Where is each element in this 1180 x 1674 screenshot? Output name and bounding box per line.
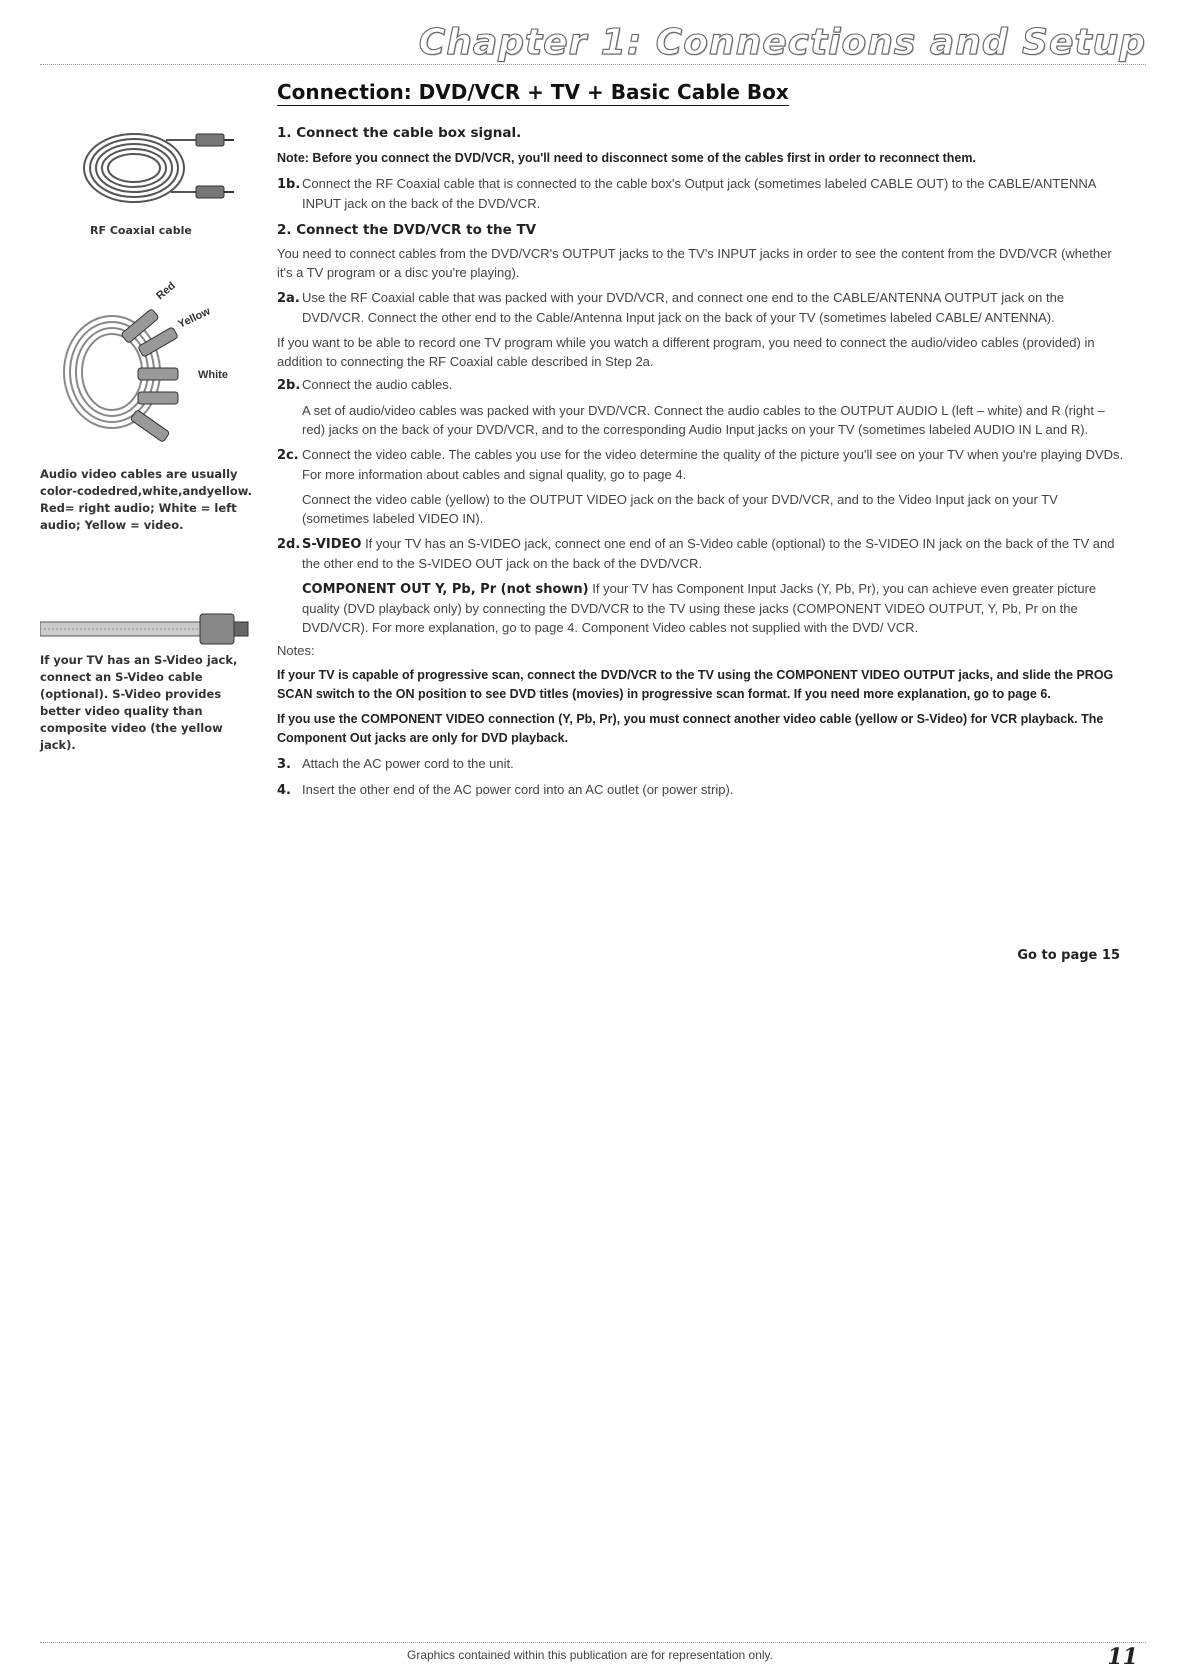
step-2b xyxy=(277,375,1127,395)
red-label: Red xyxy=(154,280,178,303)
step-3-text: Attach the AC power cord to the unit. xyxy=(302,756,514,771)
step-4-text: Insert the other end of the AC power cord into an AC outlet (or power strip). xyxy=(302,782,734,797)
step-2b-label: 2b. xyxy=(277,378,301,393)
go-to-page-link[interactable]: Go to page 15 xyxy=(1017,948,1120,963)
white-label: White xyxy=(198,369,228,381)
av-cables-caption: Audio video cables are usually color-codedred,white,andyellow. Red= right audio; White = left audio; Yellow = video. xyxy=(40,467,252,532)
chapter-title: Chapter 1: Connections and Setup xyxy=(418,22,1146,63)
component-paragraph xyxy=(277,579,1127,637)
step-1b-label: 1b. xyxy=(277,177,301,192)
sidebar xyxy=(40,120,270,752)
s-video-cable-illustration xyxy=(40,610,250,650)
step-2d-label: 2d. xyxy=(277,537,301,552)
rf-coaxial-caption: RF Coaxial cable xyxy=(90,224,192,237)
step-2b-text: Connect the audio cables. xyxy=(302,377,453,392)
top-divider xyxy=(40,64,1146,65)
step-2c-detail: Connect the video cable (yellow) to the OUTPUT VIDEO jack on the back of your DVD/VCR, and to the Video Input jack on your TV (sometimes labeled VIDEO IN). xyxy=(302,492,1058,526)
audio-video-cables-illustration xyxy=(40,280,250,465)
step-2d xyxy=(277,534,1127,573)
main-content xyxy=(277,124,1127,800)
step-2c-label: 2c. xyxy=(277,448,299,463)
step-2-number: 2. xyxy=(277,222,292,238)
step-2-heading xyxy=(277,221,1127,240)
component-label: COMPONENT OUT Y, Pb, Pr (not shown) xyxy=(302,582,589,597)
step-2a-label: 2a. xyxy=(277,291,300,306)
step-4-number: 4. xyxy=(277,783,291,798)
step-1-title: Connect the cable box signal. xyxy=(296,125,522,141)
step-2c-text: Connect the video cable. The cables you use for the video determine the quality of the picture you'll see on your TV when you're playing DVDs. For more information about cables and signal quality, go to page 4. xyxy=(302,447,1124,482)
yellow-label: Yellow xyxy=(176,305,213,331)
step-1-heading xyxy=(277,124,1127,143)
note-component-video: If you use the COMPONENT VIDEO connection (Y, Pb, Pr), you must connect another video cable (yellow or S-Video) for VCR playback. The Component Out jacks are only for DVD playback. xyxy=(277,712,1104,745)
footer-disclaimer: Graphics contained within this publication are for representation only. xyxy=(407,1648,773,1662)
step-1-note: Note: Before you connect the DVD/VCR, you'll need to disconnect some of the cables first in order to reconnect them. xyxy=(277,151,976,165)
record-paragraph: If you want to be able to record one TV program while you watch a different program, you need to connect the audio/video cables (provided) in addition to connecting the RF Coaxial cable described in Step 2a. xyxy=(277,335,1095,369)
step-2a xyxy=(277,288,1127,327)
component-text: If your TV has Component Input Jacks (Y, Pb, Pr), you can achieve even greater picture quality (DVD playback only) by connecting the DVD/VCR to the TV using these jacks (COMPONENT VIDEO OUTPUT, Y, Pb, Pr on the DVD/VCR). For more explanation, go to page 4. Component Video cables not supplied with the DVD/ VCR. xyxy=(302,581,1097,635)
step-2-intro: You need to connect cables from the DVD/VCR's OUTPUT jacks to the TV's INPUT jacks in order to see the content from the DVD/VCR (whether it's a TV program or a disc you're playing). xyxy=(277,246,1112,280)
step-2d-text: If your TV has an S-VIDEO jack, connect one end of an S-Video cable (optional) to the S-VIDEO IN jack on the back of the TV and the other end to the S-VIDEO OUT jack on the back of the DVD/VCR. xyxy=(302,536,1115,571)
bottom-divider xyxy=(40,1642,1146,1643)
s-video-caption: If your TV has an S-Video jack, connect an S-Video cable (optional). S-Video provides better video quality than composite video (the yellow jack). xyxy=(40,653,238,752)
step-1b xyxy=(277,174,1127,213)
step-3 xyxy=(277,754,1127,774)
rf-coaxial-cable-illustration xyxy=(66,120,266,220)
step-2-title: Connect the DVD/VCR to the TV xyxy=(296,222,537,238)
notes-label: Notes: xyxy=(277,643,315,658)
step-4 xyxy=(277,780,1127,800)
step-1-number: 1. xyxy=(277,125,292,141)
step-2a-text: Use the RF Coaxial cable that was packed with your DVD/VCR, and connect one end to the CABLE/ANTENNA OUTPUT jack on the DVD/VCR. Connect the other end to the Cable/Antenna Input jack on the back of your TV (sometimes labeled CABLE/ ANTENNA). xyxy=(302,290,1065,325)
step-1b-text: Connect the RF Coaxial cable that is connected to the cable box's Output jack (sometimes labeled CABLE OUT) to the CABLE/ANTENNA INPUT jack on the back of the DVD/VCR. xyxy=(302,176,1096,211)
section-title: Connection: DVD/VCR + TV + Basic Cable Box xyxy=(277,80,789,104)
note-progressive-scan: If your TV is capable of progressive scan, connect the DVD/VCR to the TV using the COMPONENT VIDEO OUTPUT jacks, and slide the PROG SCAN switch to the ON position to see DVD titles (movies) in progressive scan format. If you need more explanation, go to page 6. xyxy=(277,668,1114,701)
s-video-label: S-VIDEO xyxy=(302,537,362,552)
page-number: 11 xyxy=(1107,1644,1138,1670)
step-2b-detail: A set of audio/video cables was packed with your DVD/VCR. Connect the audio cables to the OUTPUT AUDIO L (left – white) and R (right – red) jacks on the back of your DVD/VCR, and to the corresponding Audio Input jacks on your TV (sometimes labeled AUDIO IN L and R). xyxy=(302,403,1105,437)
step-3-number: 3. xyxy=(277,757,291,772)
step-2c xyxy=(277,445,1127,484)
